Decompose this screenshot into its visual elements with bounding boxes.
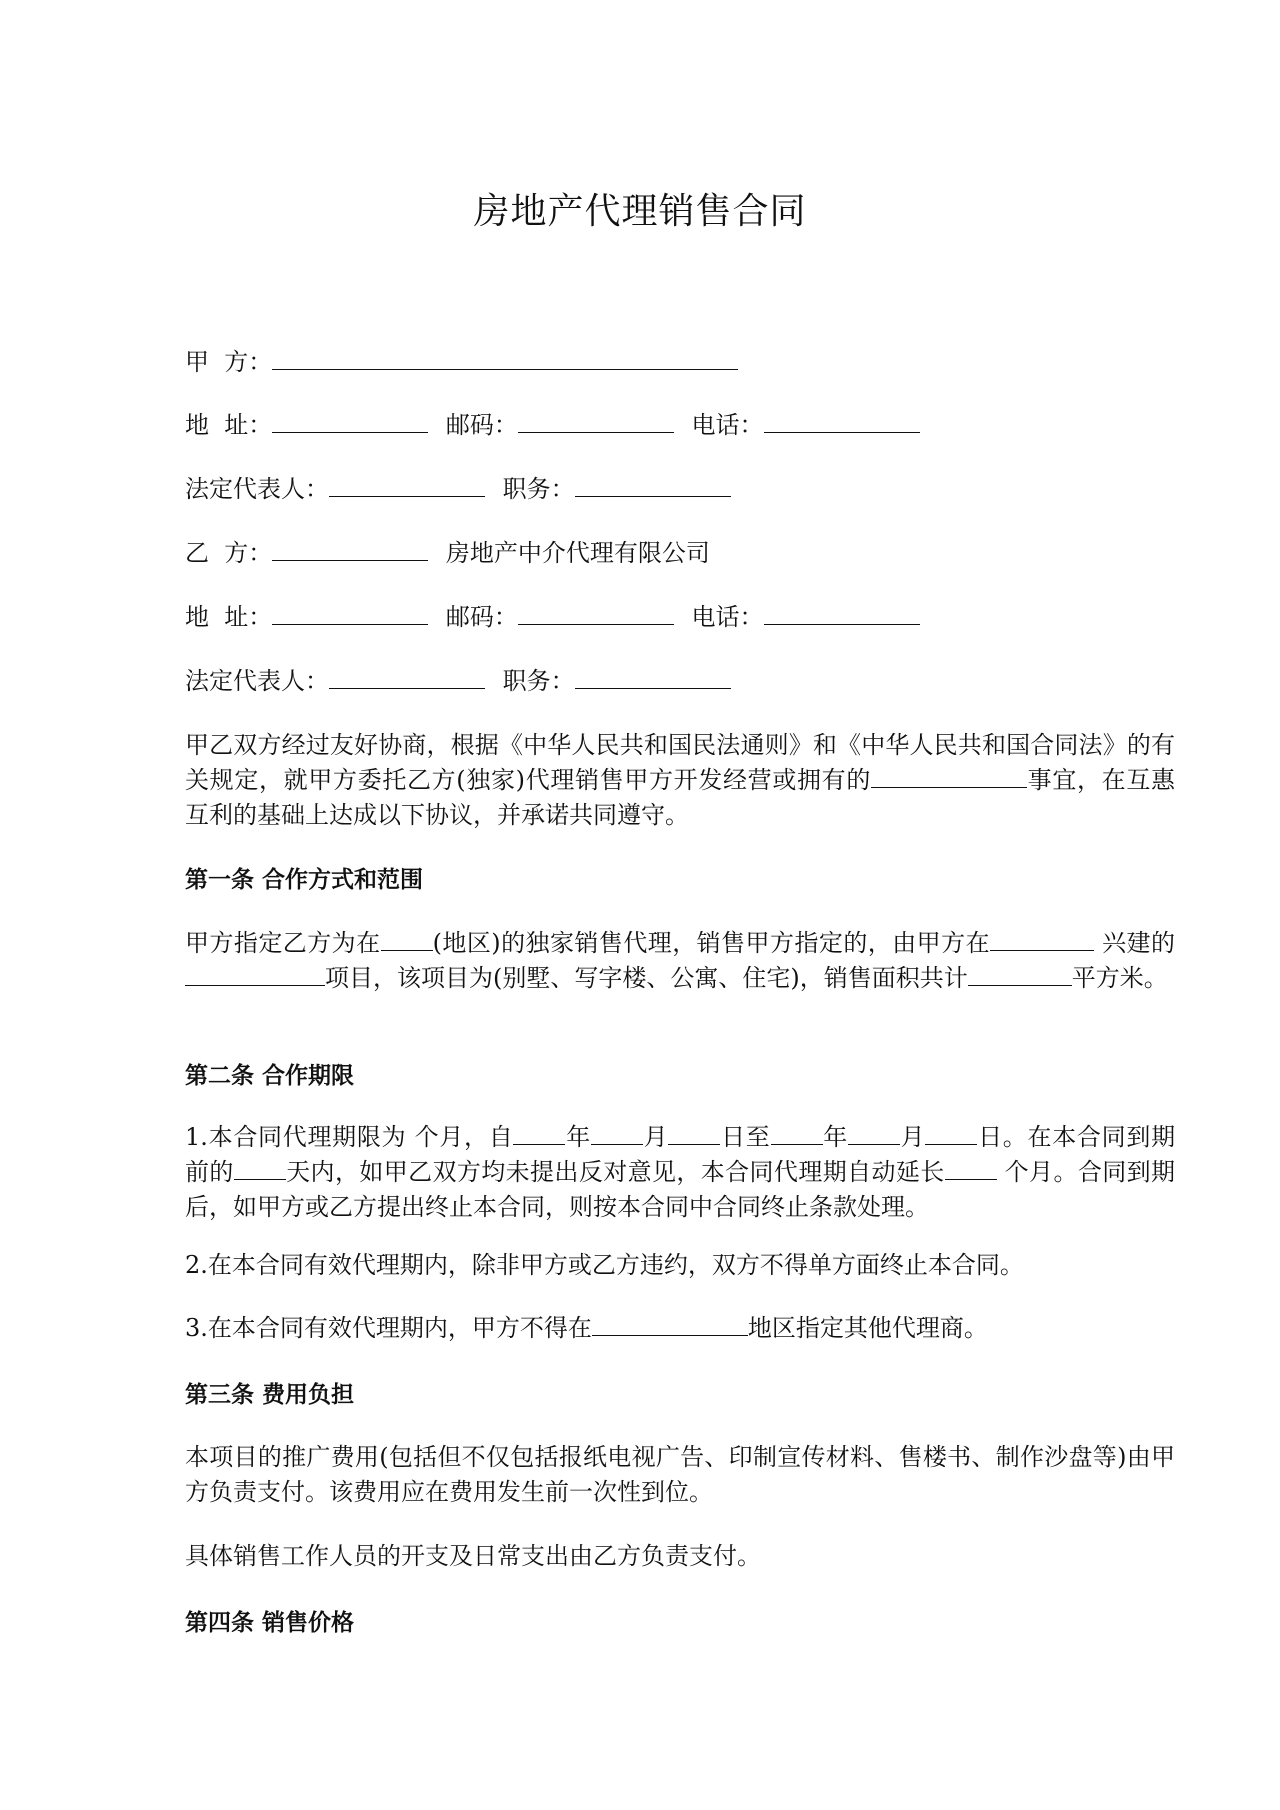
start-day-blank[interactable] [668, 1122, 720, 1145]
article-1-text-3: 兴建的 [1094, 929, 1175, 957]
party-b-phone-blank[interactable] [764, 602, 920, 625]
article-1-text-1: 甲方指定乙方为在 [185, 929, 381, 957]
preamble-paragraph [185, 728, 1175, 833]
party-b-label: 乙 方： [185, 539, 273, 567]
article-2-clause-1 [185, 1120, 1175, 1225]
party-b-phone-label: 电话： [691, 603, 764, 631]
end-year-label: 年 [822, 1123, 848, 1151]
preamble-property-blank[interactable] [871, 765, 1027, 788]
article-4-heading: 第四条 销售价格 [185, 1610, 355, 1636]
clause-3-text-1: 3.在本合同有效代理期内，甲方不得在 [185, 1314, 592, 1342]
party-a-position-blank[interactable] [575, 474, 731, 497]
party-b-rep-line [185, 665, 731, 697]
article-3-heading: 第三条 费用负担 [185, 1382, 355, 1408]
party-a-address-label: 地 址： [185, 411, 273, 439]
article-1-paragraph [185, 926, 1175, 996]
article-2-clause-2: 2.在本合同有效代理期内，除非甲方或乙方违约，双方不得单方面终止本合同。 [185, 1251, 1024, 1279]
article-1-text-5: 平方米。 [1071, 964, 1168, 992]
clause-1-text-1: 1.本合同代理期限为 个月，自 [185, 1123, 514, 1151]
start-year-blank[interactable] [513, 1122, 565, 1145]
extension-months-blank[interactable] [945, 1157, 997, 1180]
article-1-text-2: (地区)的独家销售代理，销售甲方指定的，由甲方在 [432, 929, 991, 957]
party-a-line [185, 346, 738, 378]
party-a-address-line [185, 409, 920, 441]
party-b-address-blank[interactable] [272, 602, 428, 625]
party-b-address-label: 地 址： [185, 603, 273, 631]
article-1-text-4: 项目，该项目为(别墅、写字楼、公寓、住宅)，销售面积共计 [325, 964, 968, 992]
preamble-text-1: 甲乙双方经过友好协商，根据《中华人民共和国民法通则》和《中华人民共和国合同法》的有关规定，就甲方委托乙方(独家)代理销售甲方开发经营或拥有的 [185, 731, 1175, 794]
article-2-clause-3 [185, 1311, 1175, 1346]
party-a-postcode-label: 邮码： [445, 411, 518, 439]
party-b-company-suffix: 房地产中介代理有限公司 [445, 539, 710, 567]
clause-1-text-3: 个月。合同到期后，如甲方或乙方提出终止本合同，则按本合同中合同终止条款处理。 [185, 1158, 1176, 1221]
party-a-postcode-blank[interactable] [518, 410, 674, 433]
party-b-position-blank[interactable] [575, 666, 731, 689]
build-location-blank[interactable] [990, 928, 1094, 951]
project-name-blank[interactable] [185, 963, 325, 986]
party-b-postcode-blank[interactable] [518, 602, 674, 625]
party-b-rep-label: 法定代表人： [185, 667, 329, 695]
document-title: 房地产代理销售合同 [473, 191, 807, 232]
party-a-name-blank[interactable] [272, 347, 738, 370]
start-month-blank[interactable] [591, 1122, 643, 1145]
party-b-position-label: 职务： [502, 667, 575, 695]
exclusive-region-blank[interactable] [592, 1313, 748, 1336]
article-2-heading: 第二条 合作期限 [185, 1063, 355, 1089]
start-month-label: 月 [642, 1123, 669, 1151]
start-day-label: 日至 [720, 1123, 771, 1151]
party-b-name-blank[interactable] [272, 538, 428, 561]
article-3-paragraph-2: 具体销售工作人员的开支及日常支出由乙方负责支付。 [185, 1542, 761, 1570]
party-a-rep-label: 法定代表人： [185, 475, 329, 503]
end-month-blank[interactable] [848, 1122, 900, 1145]
party-b-rep-blank[interactable] [329, 666, 485, 689]
party-a-phone-label: 电话： [691, 411, 764, 439]
party-b-address-line [185, 601, 920, 633]
end-day-label: 日。在本合同到期前的 [185, 1123, 1176, 1186]
party-a-position-label: 职务： [502, 475, 575, 503]
notice-days-blank[interactable] [234, 1157, 286, 1180]
end-month-label: 月 [899, 1123, 926, 1151]
party-a-phone-blank[interactable] [764, 410, 920, 433]
party-a-rep-line [185, 473, 731, 505]
preamble-text-2: 事宜，在互惠互利的基础上达成以下协议，并承诺共同遵守。 [185, 766, 1176, 829]
clause-3-text-2: 地区指定其他代理商。 [747, 1314, 988, 1342]
party-a-address-blank[interactable] [272, 410, 428, 433]
party-b-line [185, 537, 710, 569]
clause-1-text-2: 天内，如甲乙双方均未提出反对意见，本合同代理期自动延长 [285, 1158, 945, 1186]
end-day-blank[interactable] [925, 1122, 977, 1145]
party-a-rep-blank[interactable] [329, 474, 485, 497]
party-b-postcode-label: 邮码： [445, 603, 518, 631]
region-blank[interactable] [381, 928, 433, 951]
article-1-heading: 第一条 合作方式和范围 [185, 867, 424, 893]
sales-area-blank[interactable] [968, 963, 1072, 986]
start-year-label: 年 [565, 1123, 591, 1151]
article-3-paragraph-1: 本项目的推广费用(包括但不仅包括报纸电视广告、印制宣传材料、售楼书、制作沙盘等)由甲方负责支付。该费用应在费用发生前一次性到位。 [185, 1443, 1175, 1506]
party-a-label: 甲 方： [185, 348, 273, 376]
end-year-blank[interactable] [771, 1122, 823, 1145]
